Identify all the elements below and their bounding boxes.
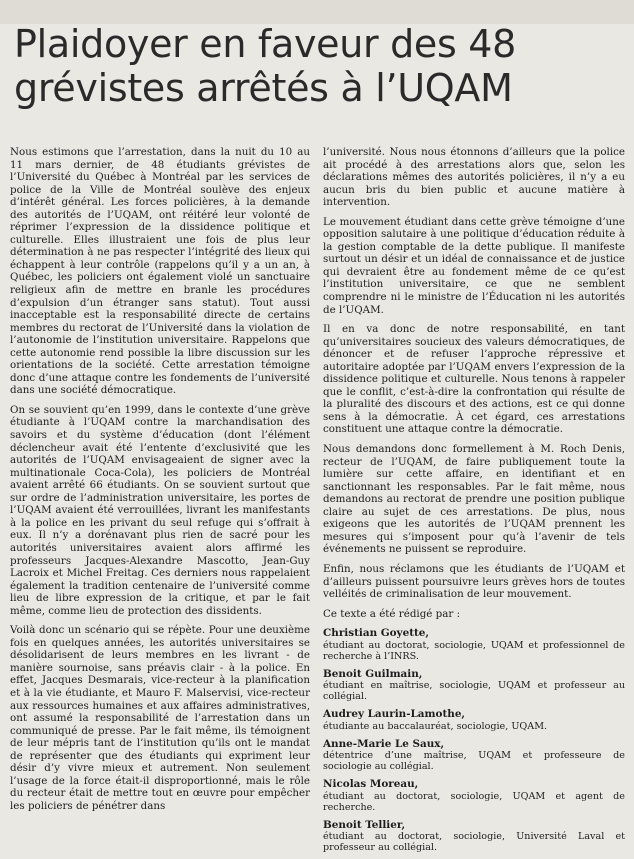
article-title: Plaidoyer en faveur des 48 grévistes arrêtés à l’UQAM xyxy=(14,22,517,110)
signatory xyxy=(323,819,625,854)
signatory-affiliation: étudiant en maîtrise, sociologie, UQAM et professeur au collégial. xyxy=(323,680,625,703)
signatory-affiliation: étudiant au doctorat, sociologie, Université Laval et professeur au collégial. xyxy=(323,831,625,854)
paragraph: Le mouvement étudiant dans cette grève témoigne d’une opposition salutaire à une politique d’éducation réduite à la gestion comptable de la dette publique. Il manifeste surtout un désir et un idéal de connaissance et de justice qui devraient être au fondement même de ce qu’est l’institution universitaire, ce que ne semblent comprendre ni le ministre de l’Éducation ni les autorités de l’UQAM. xyxy=(323,215,625,316)
paragraph: Il en va donc de notre responsabilité, en tant qu’universitaires soucieux des valeurs démocratiques, de dénoncer et de refuser l’approche répressive et autoritaire adoptée par l’UQAM envers l’expression de la dissidence politique et culturelle. Nous tenons à rappeler que le conflit, c’est-à-dire la confrontation qui résulte de la pluralité des discours et des actions, est ce qui donne sens à la démocratie. À cet égard, ces arrestations constituent une attaque contre la démocratie. xyxy=(323,323,625,436)
column-right xyxy=(323,146,625,859)
paragraph: Enfin, nous réclamons que les étudiants de l’UQAM et d’ailleurs puissent poursuivre leurs grèves hors de toutes velléités de criminalisation de leur mouvement. xyxy=(323,562,625,601)
paragraph: On se souvient qu’en 1999, dans le contexte d’une grève étudiante à l’UQAM contre la marchandisation des savoirs et du système d’éducation (dont l’élément déclencheur avait été l’entente d’exclusivité que les autorités de l’UQAM envisageaient de signer avec la multinationale Coca-Cola), les policiers de Montréal avaient arrêté 66 étudiants. On se souvient surtout que sur ordre de l’administration universitaire, les portes de l’UQAM avaient été verrouillées, livrant les manifestants à la police en les privant du seul refuge qui s’offrait à eux. Il n’y a dorénavant plus rien de sacré pour les autorités universitaires avaient alors affirmé les professeurs Jacques-Alexandre Mascotto, Jean-Guy Lacroix et Michel Freitag. Ces derniers nous rappelaient également la tradition centenaire de l’université comme lieu de libre expression de la critique, et par le fait même, comme lieu de protection des dissidents. xyxy=(10,403,310,617)
signatory-name: Benoit Guilmain, xyxy=(323,667,423,680)
signatory-name: Benoit Tellier, xyxy=(323,818,406,831)
signatory xyxy=(323,668,625,703)
paragraph: Nous estimons que l’arrestation, dans la nuit du 10 au 11 mars dernier, de 48 étudiants grévistes de l’Université du Québec à Montréal par les services de police de la Ville de Montréal soulève des enjeux d’intérêt général. Les forces policières, à la demande des autorités de l’UQAM, ont réitéré leur volonté de réprimer l’expression de la dissidence politique et culturelle. Elles illustraient une fois de plus leur détermination à ne pas respecter l’intégrité des lieux qui échappent à leur contrôle (rappelons qu’il y a un an, à Québec, les policiers ont également violé un sanctuaire religieux afin de mettre en branle les procédures d’expulsion d’un étranger sans statut). Tout aussi inacceptable est la responsabilité directe de certains membres du rectorat de l’Université dans la violation de l’autonomie de l’institution universitaire. Rappelons que cette autonomie rend possible la libre discussion sur les orientations de la société. Cette arrestation témoigne donc d’une attaque contre les fondements de l’université dans une société démocratique. xyxy=(10,146,310,397)
column-left xyxy=(10,146,310,819)
signatory-name: Audrey Laurin-Lamothe, xyxy=(323,708,466,721)
signatories-intro: Ce texte a été rédigé par : xyxy=(323,607,461,620)
signatory xyxy=(323,708,625,732)
signatory xyxy=(323,738,625,773)
signatory-affiliation: étudiant au doctorat, sociologie, UQAM et professionnel de recherche à l’INRS. xyxy=(323,639,625,662)
signatory-affiliation: étudiant au doctorat, sociologie, UQAM et agent de recherche. xyxy=(323,790,625,813)
paragraph: Nous demandons donc formellement à M. Roch Denis, recteur de l’UQAM, de faire publiquement toute la lumière sur cette affaire, en identifiant et en sanctionnant les responsables. Par le fait même, nous demandons au rectorat de prendre une position publique claire au sujet de ces arrestations. De plus, nous exigeons que les autorités de l’UQAM prennent les mesures qui s’imposent pour qu’à l’avenir de tels événements ne puissent se reproduire. xyxy=(323,443,625,556)
signatory-name: Nicolas Moreau, xyxy=(323,778,419,791)
signatory-affiliation: détentrice d’une maîtrise, UQAM et professeure de sociologie au collégial. xyxy=(323,750,625,773)
paragraph: Voilà donc un scénario qui se répète. Pour une deuxième fois en quelques années, les autorités universitaires se désolidarisent de leurs membres en les livrant - de manière sournoise, sans préavis clair - à la police. En effet, Jacques Desmarais, vice-recteur à la planification et à la vie étudiante, et Mauro F. Malservisi, vice-recteur aux ressources humaines et aux affaires administratives, ont assumé la responsabilité de l’arrestation dans un communiqué de presse. Par le fait même, ils témoignent de leur mépris tant de l’institution qu’ils ont le mandat de représenter que des étudiants qui expriment leur désir d’y vivre mieux et autrement. Non seulement l’usage de la force était-il disproportionné, mais le rôle du recteur était de mettre tout en œuvre pour empêcher les policiers de pénétrer dans xyxy=(10,624,310,812)
paragraph: l’université. Nous nous étonnons d’ailleurs que la police ait procédé à des arrestations alors que, selon les déclarations mêmes des autorités policières, il n’y a eu aucun bris du bien public et aucune matière à intervention. xyxy=(323,146,625,209)
signatory-name: Anne-Marie Le Saux, xyxy=(323,737,445,750)
signatory xyxy=(323,627,625,662)
bleed-through-strip xyxy=(0,0,634,24)
signatory xyxy=(323,778,625,813)
signatory-affiliation: étudiante au baccalauréat, sociologie, UQAM. xyxy=(323,720,548,732)
signatory-name: Christian Goyette, xyxy=(323,627,430,640)
